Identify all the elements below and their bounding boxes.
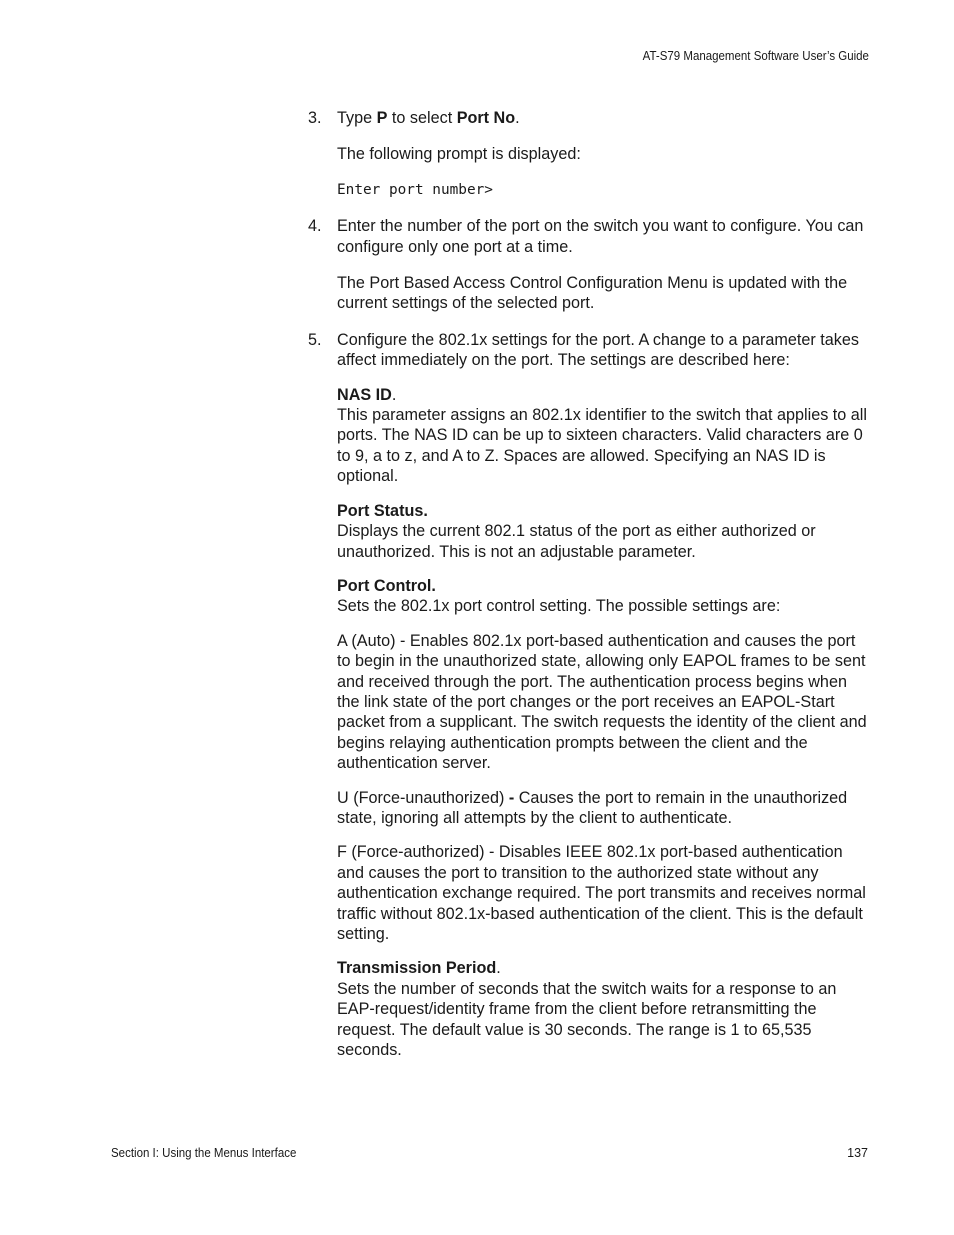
option-port-no: Port No [456,109,516,127]
step-5-text: Configure the 802.1x settings for the port. A change to a parameter takes affect immediately on the port. The settings are described here: [337,330,859,370]
port-status-desc: Displays the current 802.1 status of the port as either authorized or unauthorized. This is not an adjustable parameter. [337,522,816,561]
nas-id-desc: This parameter assigns an 802.1x identifier to the switch that applies to all ports. The NAS ID can be up to sixteen characters. Valid characters are 0 to 9, a to z, and A to Z. Spaces are allowed. Specifying an NAS ID is optional. [337,406,867,486]
step-number: 3. [308,109,322,127]
page-body [308,108,868,1076]
port-control-section [337,576,868,945]
step-4-note: The Port Based Access Control Configuration Menu is updated with the current settings of the selected port. [337,274,848,313]
step-number: 5. [308,330,322,349]
prompt-intro: The following prompt is displayed: [337,145,581,164]
option-auto: A (Auto) - Enables 802.1x port-based authentication and causes the port to begin in the unauthorized state, allowing only EAPOL frames to be sent and received through the port. The authentication process begins when the link state of the port changes or the port receives an EAPOL-Start packet from a supplicant. The switch requests the identity of the client and begins relaying authentication prompts between the client and the authentication server. [337,631,867,773]
footer-section: Section I: Using the Menus Interface [111,1146,297,1160]
key-p: P [376,109,388,127]
step-5 [308,330,868,1061]
nas-id-section: NAS ID. This parameter assigns an 802.1x identifier to the switch that applies to all ports. The NAS ID can be up to sixteen characters. Valid characters are 0 to 9, a to z, and A to Z. Spaces are allowed. Specifying an NAS ID is optional. [337,385,867,486]
prompt-code: Enter port number> [337,181,493,198]
port-control-title: Port Control. [337,576,436,595]
port-status-section [337,501,868,562]
transmission-period-title: Transmission Period [337,959,497,978]
option-force-unauthorized: U (Force-unauthorized) - Causes the port to remain in the unauthorized state, ignoring all attempts by the client to authenticate. [337,788,848,827]
step-4 [308,216,868,314]
transmission-period-section: Transmission Period. Sets the number of seconds that the switch waits for a response to an EAP-request/identity frame from the client before retransmitting the request. The default value is 30 seconds. The range is 1 to 65,535 seconds. [337,958,868,1060]
step-3-text: Type P to select Port No. [337,109,520,127]
option-force-authorized: F (Force-authorized) - Disables IEEE 802.1x port-based authentication and causes the port to transition to the authorized state without any authentication exchange required. The port transmits and receives normal traffic without 802.1x-based authentication of the client. This is the default setting. [337,843,866,943]
transmission-period-desc: Sets the number of seconds that the switch waits for a response to an EAP-request/identity frame from the client before retransmitting the request. The default value is 30 seconds. The range is 1 to 65,535 seconds. [337,979,837,1060]
port-status-title: Port Status. [337,501,428,520]
running-header: AT-S79 Management Software User’s Guide [642,49,869,63]
step-number: 4. [308,217,322,236]
step-4-text: Enter the number of the port on the switch you want to configure. You can configure only one port at a time. [337,217,864,256]
port-control-desc: Sets the 802.1x port control setting. The possible settings are: [337,597,781,616]
nas-id-title: NAS ID [337,385,392,404]
step-3 [308,108,868,200]
page-number: 137 [847,1146,868,1160]
